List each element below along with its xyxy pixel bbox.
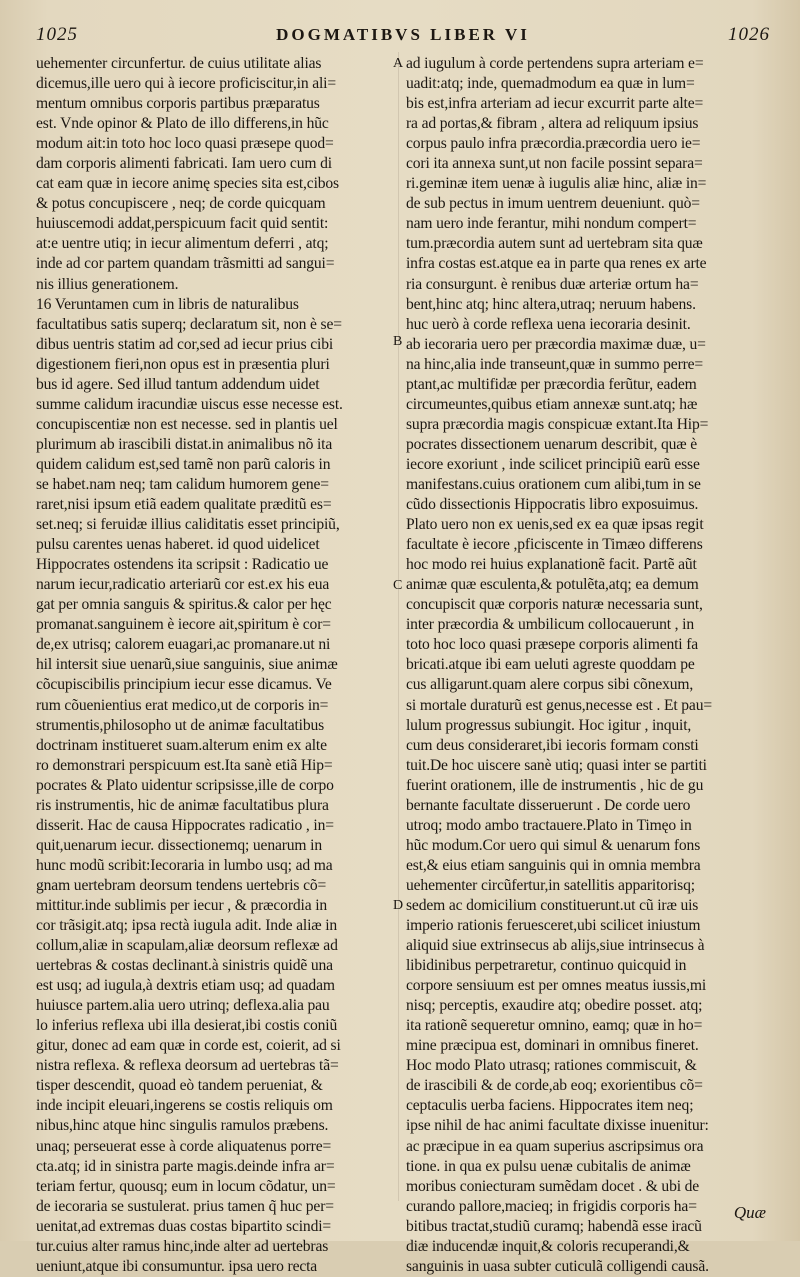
page-number-right: 1026: [728, 24, 770, 45]
left-column-line: ueniunt,atque ibi consumuntur. ipsa uero recta: [36, 1257, 318, 1275]
left-column-line: pocrates & Plato uidentur scripsisse,ille de corpo: [36, 776, 334, 794]
left-column-line: narum iecur,radicatio arteriarũ cor est.ex his eua: [36, 576, 330, 594]
left-column-line: dibus uentris statim ad cor,sed ad iecur prius cibi: [36, 335, 334, 353]
right-column-line: bent,hinc atq; hinc altera,utraq; neruum habens.: [406, 295, 696, 313]
right-column-line: Hoc modo Plato utrasq; rationes commiscuit, &: [406, 1057, 697, 1075]
left-column-line: plurimum ab irascibili distat.in animalibus nõ ita: [36, 435, 333, 453]
right-column-line: na hinc,alia inde transeunt,quæ in summo perre=: [406, 355, 704, 373]
left-column-line: facultatibus satis superq; declaratum sit, non è se=: [36, 315, 342, 333]
right-column-line: concupiscit quæ corporis naturæ necessaria sunt,: [406, 596, 703, 614]
margin-marker-d: D: [393, 898, 404, 913]
running-title: DOGMATIBVS LIBER VI: [276, 25, 530, 44]
right-column-line: ipse nihil de hac animi facultate dixisse inuenitur:: [406, 1117, 709, 1135]
margin-marker-c: C: [393, 578, 403, 593]
right-column-line: diæ inducendæ inquit,& coloris recuperandi,&: [406, 1237, 690, 1255]
left-column-line: cõcupiscibilis principium iecur esse dicamus. Ve: [36, 676, 332, 694]
right-column-line: pocrates dissectionem uenarum describit, quæ è: [406, 435, 698, 453]
left-column-line: tisper descendit, quoad eò tandem perueniat, &: [36, 1077, 323, 1095]
left-text-column: [36, 54, 390, 1277]
right-column-line: bricati.atque ibi eam ueluti agreste quoddam pe: [406, 656, 695, 674]
right-column-line: libidinibus perpetraretur, continuo quicquid in: [406, 957, 687, 975]
right-column-line: inter præcordia & umbilicum collocauerunt , in: [406, 616, 695, 634]
right-column-line: tione. in qua ex pulsu uenæ cubitalis de animæ: [406, 1157, 691, 1175]
left-column-line: mittitur.inde sublimis per iecur , & præcordia in: [36, 896, 328, 914]
left-column-line: disserit. Hac de causa Hippocrates radicatio , in=: [36, 816, 334, 834]
left-column-line: gat per omnia sanguis & spiritus.& calor per hęc: [36, 596, 332, 614]
right-column-line: toto hoc loco quasi præsepe corporis alimenti fa: [406, 636, 699, 654]
left-column-line: cat eam quæ in iecore animę species sita est,cibos: [36, 175, 339, 193]
left-column-line: se habet.nam neq; tam calidum humorem gene=: [36, 475, 329, 493]
left-column-line: & potus concupiscere , neq; de corde quicquam: [36, 195, 326, 213]
right-column-line: facultate è iecore ,pficiscente in Timæo differens: [406, 536, 703, 554]
right-column-line: fuerint orationem, ille de instrumentis , hic de gu: [406, 776, 704, 794]
left-column-line: strumentis,philosopho ut de animæ facultatibus: [36, 716, 325, 734]
right-column-line: cus alligarunt.quam alere corpus sibi cõnexum,: [406, 676, 694, 694]
left-column-line: at:e uentre utiq; in iecur alimentum deferri , atq;: [36, 235, 329, 253]
right-column-line: huc uerò à corde reflexa uena iecoraria desinit.: [406, 315, 691, 333]
left-column-line: collum,aliæ in scapulam,aliæ deorsum reflexæ ad: [36, 937, 338, 955]
right-column-line: bernante facultate disseruerunt . De corde uero: [406, 796, 691, 814]
right-column-line: ri.geminæ item uenæ à iugulis aliæ hinc, aliæ in=: [406, 175, 707, 193]
left-column-line: gnam uertebram deorsum tendens uertebris cõ=: [36, 876, 327, 894]
left-column-line: de iecoraria se sustulerat. prius tamen q̃ huc per=: [36, 1197, 334, 1215]
right-column-line: est,& eius etiam sanguinis qui in omnia membra: [406, 856, 701, 874]
right-column-line: de irascibili & de corde,ab eoq; exorientibus cõ=: [406, 1077, 703, 1095]
left-column-line: ro demonstrari perspicuum est.Ita sanè etiã Hip=: [36, 756, 333, 774]
right-column-line: bis est,infra arteriam ad iecur excurrit parte alte=: [406, 95, 704, 113]
right-column-line: circumeuntes,quibus etiam annexæ sunt.atq; hæ: [406, 395, 698, 413]
margin-marker-b: B: [393, 334, 403, 349]
right-column-line: ptant,ac multifidæ per præcordia ferũtur, eadem: [406, 375, 697, 393]
right-column-line: ab iecoraria uero per præcordia maximæ duæ, u=: [406, 335, 706, 353]
left-column-line: huiuscemodi addat,perspicuum facit quid sentit:: [36, 215, 329, 233]
left-column-line: tur.cuius alter ramus hinc,inde alter ad uertebras: [36, 1237, 329, 1255]
right-column-line: nam uero inde ferantur, mihi nondum compert=: [406, 215, 697, 233]
right-column-line: mine præcipua est, dominari in omnibus fineret.: [406, 1037, 699, 1055]
left-column-line: quidem calidum est,sed tamẽ non parũ caloris in: [36, 455, 331, 473]
right-column-line: supra præcordia magis conspicuæ extant.Ita Hip=: [406, 415, 709, 433]
left-column-line: set.neq; si feruidæ illius caliditatis esset principiũ,: [36, 516, 340, 534]
right-column-line: si mortale duraturũ est genus,necesse est . Et pau=: [406, 696, 712, 714]
left-column-line: unaq; perseuerat esse à corde aliquatenus porre=: [36, 1137, 332, 1155]
left-column-line: dam corporis alimenti fabricati. Iam uero cum di: [36, 155, 332, 173]
right-column-line: bitibus tractat,studiũ curamq; habendã esse iracũ: [406, 1217, 702, 1235]
right-column-line: ita rationẽ sequeretur omnino, eamq; quæ in ho=: [406, 1017, 703, 1035]
right-column-line: hoc modo rei huius explanationẽ facit. Partẽ aũt: [406, 556, 697, 574]
right-column-line: nisq; perceptis, exaudire atq; obedire posset. atq;: [406, 997, 703, 1015]
left-column-line: summe calidum iracundiæ uiscus esse necesse est.: [36, 395, 343, 413]
right-column-line: uadit:atq; inde, quemadmodum ea quæ in lum=: [406, 75, 695, 93]
left-column-line: de,ex utrisq; calorem euagari,ac promanare.ut ni: [36, 636, 331, 654]
left-column-line: teriam fertur, quousq; eum in locum cõdatur, un=: [36, 1177, 336, 1195]
left-column-line: est. Vnde opinor & Plato de illo differens,in hũc: [36, 115, 329, 133]
left-column-line: hunc modũ scribit:Iecoraria in lumbo usq; ad ma: [36, 856, 333, 874]
left-column-line: est usq; ad iugula,à dextris etiam usq; ad quadam: [36, 977, 335, 995]
right-column-line: Plato uero non ex uenis,sed ex ea quæ ipsas regit: [406, 516, 704, 534]
left-column-line: 16 Veruntamen cum in libris de naturalibus: [36, 295, 299, 313]
left-column-line: ris instrumentis, hic de animæ facultatibus plura: [36, 796, 329, 814]
right-text-column: [406, 54, 766, 1277]
page-header: [36, 22, 770, 48]
right-column-line: tum.præcordia autem sunt ad uertebram sita quæ: [406, 235, 703, 253]
right-column-line: iecore exoriunt , inde scilicet principiũ earũ esse: [406, 455, 700, 473]
left-column-line: uehementer circunfertur. de cuius utilitate alias: [36, 55, 322, 72]
right-column-line: infra costas est.atque ea in parte qua renes ex arte: [406, 255, 707, 273]
right-column-line: lulum progressus subiungit. Hoc igitur , inquit,: [406, 716, 692, 734]
margin-marker-a: A: [393, 56, 404, 71]
left-column-line: digestionem fieri,non opus est in præsentia pluri: [36, 355, 330, 373]
left-column-line: inde ad cor partem quandam trãsmitti ad sangui=: [36, 255, 335, 273]
left-column-line: bus id agere. Sed illud tantum addendum uidet: [36, 375, 320, 393]
right-column-line: aliquid siue extrinsecus ab alijs,siue intrinsecus à: [406, 937, 705, 955]
right-column-line: utroq; modo ambo tractauere.Plato in Timęo in: [406, 816, 692, 834]
catchword: Quæ: [733, 1203, 766, 1222]
right-column-line: ceptaculis uerba faciens. Hippocrates item neq;: [406, 1097, 694, 1115]
right-column-line: cori ita annexa sunt,ut non facile possint separa=: [406, 155, 703, 173]
left-column-line: rum cõuenientius erat medico,ut de corporis in=: [36, 696, 329, 714]
left-column-line: pulsu carentes uenas haberet. id quod uidelicet: [36, 536, 320, 554]
left-column-line: quit,uenarum iecur. dissectionemq; uenarum in: [36, 836, 322, 854]
right-column-line: cum deus consideraret,ibi iecoris formam consti: [406, 736, 699, 754]
left-column-line: dicemus,ille uero qui à iecore proficiscitur,in ali=: [36, 75, 337, 93]
left-column-line: uenitat,ad extremas duas costas bipartito scindi=: [36, 1217, 332, 1235]
column-divider: [398, 52, 399, 1201]
left-column-line: uertebras & costas declinant.à sinistris quidẽ una: [36, 957, 333, 975]
left-column-line: nistra reflexa. & reflexa deorsum ad uertebras tã=: [36, 1057, 339, 1075]
right-column-line: manifestans.cuius orationem cum alibi,tum in se: [406, 475, 701, 493]
right-column-line: corpore sensiuum est per omnes meatus iussis,mi: [406, 977, 707, 995]
left-column-line: inde incipit eleuari,ingerens se costis reliquis om: [36, 1097, 333, 1115]
right-column-line: uehementer circũfertur,in satellitis apparitorisq;: [406, 876, 695, 894]
left-column-line: lo inferius reflexa ubi illa desierat,ibi costis coniũ: [36, 1017, 338, 1035]
left-column-line: doctrinam institueret suam.alterum enim ex alte: [36, 736, 327, 754]
left-column-line: promanat.sanguinem è iecore ait,spiritum è cor=: [36, 616, 331, 634]
right-column-line: cũdo dissectionis Hippocratis libro exposuimus.: [406, 496, 699, 514]
right-column-line: ra ad portas,& fibram , altera ad reliquum ipsius: [406, 115, 699, 133]
right-column-line: curando pallore,macieq; in frigidis corporis ha=: [406, 1197, 697, 1215]
left-column-line: hil intersit siue uenarũ,siue sanguinis, siue animæ: [36, 656, 338, 674]
left-column-line: huiusce partem.alia uero utrinq; deflexa.alia pau: [36, 997, 330, 1015]
left-column-line: cta.atq; id in sinistra parte magis.deinde infra ar=: [36, 1157, 335, 1175]
right-column-line: ad iugulum à corde pertendens supra arteriam e=: [406, 55, 704, 72]
right-column-line: animæ quæ esculenta,& potulẽta,atq; ea demum: [406, 576, 699, 594]
right-column-line: sedem ac domicilium constituerunt.ut cũ iræ uis: [406, 896, 699, 914]
left-column-line: gitur, donec ad eam quæ in corde est, coierit, ad si: [36, 1037, 341, 1055]
right-column-line: sanguinis in uasa subter cuticulã colligendi causã.: [406, 1257, 709, 1275]
right-column-line: ac præcipue in ea quam superius ascripsimus ora: [406, 1137, 704, 1155]
right-column-line: moribus coniecturam sumẽdam docet . & ubi de: [406, 1177, 700, 1195]
left-column-line: nis illius generationem.: [36, 275, 179, 293]
left-column-line: concupiscentiæ non est necesse. sed in plantis uel: [36, 415, 338, 433]
left-column-line: cor trãsigit.atq; ipsa rectà iugula adit. Inde aliæ in: [36, 917, 338, 935]
page-number-left: 1025: [36, 24, 78, 45]
right-column-line: corpus paulo infra præcordia.præcordia uero ie=: [406, 135, 701, 153]
right-column-line: imperio rationis feruesceret,ubi scilicet iniustum: [406, 917, 701, 935]
left-column-line: Hippocrates ostendens ita scripsit : Radicatio ue: [36, 556, 329, 574]
right-column-line: hũc modum.Cor uero qui simul & uenarum fons: [406, 836, 701, 854]
right-column-line: tuit.De hoc uiscere sanè utiq; quasi inter se partiti: [406, 756, 707, 774]
left-column-line: mentum omnibus corporis partibus præparatus: [36, 95, 320, 113]
left-column-line: modum ait:in toto hoc loco quasi præsepe quod=: [36, 135, 334, 153]
right-column-line: ria consurgunt. è renibus duæ arteriæ ortum ha=: [406, 275, 699, 293]
left-column-line: nibus,hinc atque hinc singulis ramulos præbens.: [36, 1117, 329, 1135]
left-column-line: raret,nisi ipsum etiã eadem qualitate præditũ es=: [36, 496, 332, 514]
right-column-line: de sub pectus in imum uentrem deueniunt. quò=: [406, 195, 700, 213]
